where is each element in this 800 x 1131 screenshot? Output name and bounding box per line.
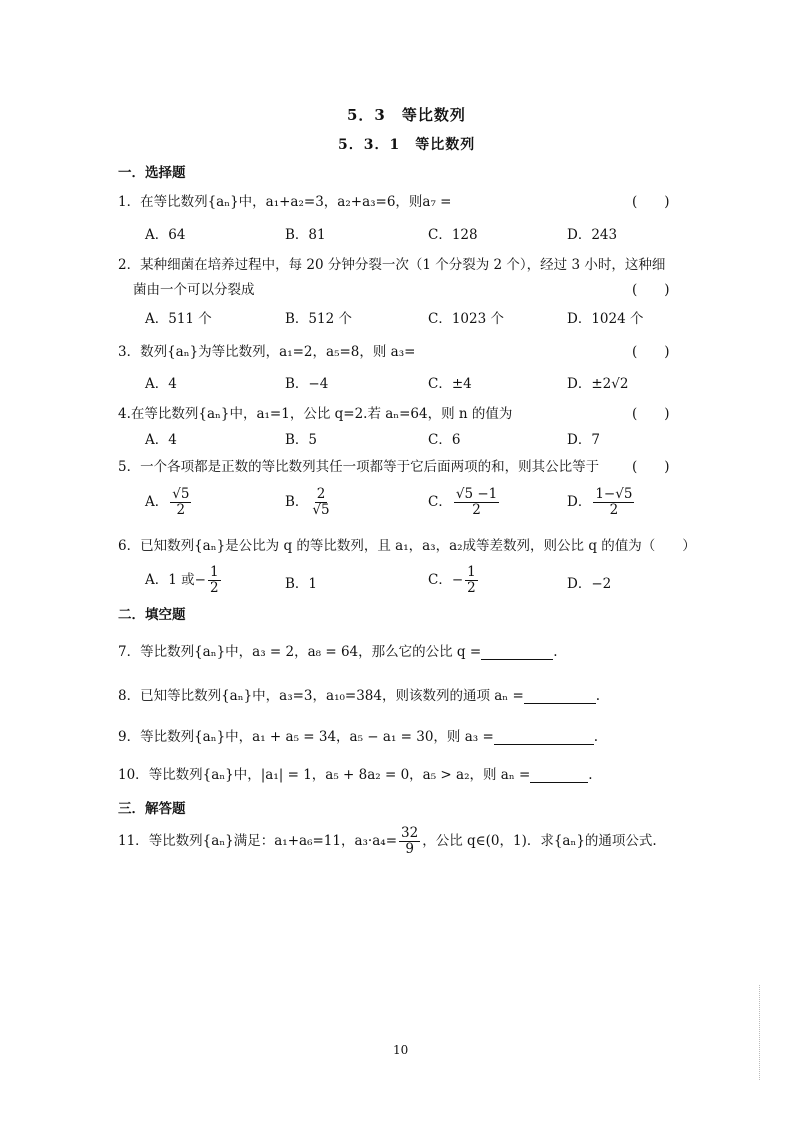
option-d: D．±2√2: [567, 376, 629, 392]
fraction-denominator: 2: [472, 502, 481, 518]
option-b: B．5: [285, 432, 318, 448]
question-11: [118, 826, 657, 857]
option-c: [428, 565, 480, 596]
question-stem: 数列{aₙ}为等比数列，a₁=2，a₅=8，则 a₃=: [140, 344, 416, 360]
question-4: [118, 402, 512, 422]
option-b: B．81: [285, 227, 326, 243]
fraction: [465, 565, 478, 596]
option-d: D．1024 个: [567, 311, 644, 327]
option-b: B．−4: [285, 376, 329, 392]
question-7: [118, 640, 557, 660]
option-d: D．−2: [567, 576, 612, 592]
option-c: C．128: [428, 227, 478, 243]
section-solve-heading: 三．解答题: [118, 801, 186, 817]
option-c: C．6: [428, 432, 461, 448]
option-a: A．64: [145, 227, 186, 243]
fraction: [399, 826, 420, 857]
question-stem: 一个各项都是正数的等比数列其任一项都等于它后面两项的和，则其公比等于: [140, 459, 600, 475]
section-choice-heading: 一．选择题: [118, 165, 186, 181]
option-label: A．1 或−: [145, 572, 206, 588]
question-9: [118, 725, 598, 745]
answer-blank[interactable]: [524, 689, 596, 704]
page-subtitle: 5．3．1 等比数列: [338, 137, 476, 153]
fraction-denominator: 2: [176, 502, 186, 518]
section-fill-heading: 二．填空题: [118, 607, 186, 623]
fraction-numerator: √5 −1: [455, 486, 498, 502]
question-number: 1．: [118, 194, 141, 210]
option-d: D．243: [567, 227, 618, 243]
question-number: 6．: [118, 538, 141, 554]
page-title: 5．3 等比数列: [347, 106, 466, 124]
margin-dots: [759, 985, 761, 1080]
option-label: A．: [145, 494, 169, 510]
question-number: 2．: [118, 257, 141, 273]
fraction-denominator: 9: [405, 841, 414, 857]
option-label: C．: [428, 494, 452, 510]
question-stem: 等比数列{aₙ}中，|a₁| = 1，a₅ + 8a₂ = 0，a₅ > a₂，则 aₙ =: [148, 767, 531, 783]
period: .: [595, 688, 601, 704]
question-stem: 在等比数列{aₙ}中，a₁+a₂=3，a₂+a₃=6，则a₇ =: [140, 194, 452, 210]
fraction: [170, 487, 191, 518]
question-8: [118, 684, 600, 704]
question-stem: 在等比数列{aₙ}中，a₁=1，公比 q=2.若 aₙ=64，则 n 的值为: [130, 406, 513, 422]
fraction: [593, 487, 634, 518]
option-label: B．: [285, 494, 309, 510]
question-stem-cont: ，公比 q∈(0，1)．求{aₙ}的通项公式.: [422, 833, 657, 849]
option-a: A．511 个: [145, 311, 212, 327]
answer-paren: ( ): [632, 406, 670, 422]
page-number: 10: [393, 1043, 409, 1057]
option-label: D．: [567, 494, 592, 510]
option-a: A．4: [145, 432, 177, 448]
question-number: 3．: [118, 344, 141, 360]
option-b: B．1: [285, 576, 318, 592]
option-a: [145, 487, 193, 518]
fraction-numerator: 1: [467, 564, 476, 580]
answer-blank[interactable]: [530, 768, 588, 783]
option-b: B．512 个: [285, 311, 352, 327]
fraction-numerator: 32: [401, 825, 419, 841]
question-stem: 已知等比数列{aₙ}中，a₃=3，a₁₀=384，则该数列的通项 aₙ =: [140, 688, 524, 704]
fraction-denominator: √5: [312, 502, 330, 518]
option-c: C．±4: [428, 376, 472, 392]
question-number: 7．: [118, 644, 141, 660]
fraction-numerator: 2: [316, 486, 326, 502]
fraction: [310, 487, 331, 518]
question-stem: 已知数列{aₙ}是公比为 q 的等比数列，且 a₁，a₃，a₂成等差数列，则公比 q 的值为（ ）: [140, 538, 696, 554]
answer-blank[interactable]: [481, 645, 553, 660]
answer-paren: ( ): [632, 282, 670, 298]
question-number: 9．: [118, 729, 141, 745]
option-d: [567, 487, 636, 518]
question-stem: 等比数列{aₙ}中，a₃ = 2，a₈ = 64，那么它的公比 q =: [140, 644, 482, 660]
answer-paren: ( ): [632, 459, 670, 475]
question-5: [118, 455, 599, 475]
fraction-denominator: 2: [209, 580, 219, 596]
fraction: [454, 487, 499, 518]
fraction-numerator: 1−√5: [595, 486, 633, 502]
question-3: [118, 340, 415, 360]
answer-blank[interactable]: [494, 730, 594, 745]
question-stem: 等比数列{aₙ}满足：a₁+a₆=11，a₃·a₄=: [148, 833, 398, 849]
option-c: [428, 487, 501, 518]
question-number: 5．: [118, 459, 141, 475]
answer-paren: ( ): [632, 344, 670, 360]
question-number: 11．: [118, 833, 149, 849]
fraction-denominator: 2: [609, 502, 619, 518]
question-stem: 等比数列{aₙ}中，a₁ + a₅ = 34，a₅ − a₁ = 30，则 a₃ =: [140, 729, 494, 745]
question-2-continued: 菌由一个可以分裂成: [133, 282, 255, 298]
option-label: C．−: [428, 572, 464, 588]
fraction-numerator: √5: [172, 486, 190, 502]
period: .: [593, 729, 599, 745]
period: .: [553, 644, 558, 660]
question-10: [118, 763, 593, 783]
question-number: 10．: [118, 767, 149, 783]
question-6: [118, 534, 696, 554]
question-number: 4.: [118, 406, 131, 422]
answer-paren: ( ): [632, 194, 670, 210]
fraction: [208, 565, 221, 596]
question-2: [118, 253, 665, 273]
fraction-denominator: 2: [467, 580, 476, 596]
question-number: 8．: [118, 688, 141, 704]
option-a: A．4: [145, 376, 177, 392]
question-1: [118, 190, 452, 210]
option-b: [285, 487, 334, 518]
option-a: [145, 565, 223, 596]
option-c: C．1023 个: [428, 311, 504, 327]
fraction-numerator: 1: [209, 564, 219, 580]
option-d: D．7: [567, 432, 600, 448]
period: .: [588, 767, 593, 783]
question-stem: 某种细菌在培养过程中，每 20 分钟分裂一次（1 个分裂为 2 个），经过 3 小时，这种细: [140, 257, 666, 273]
